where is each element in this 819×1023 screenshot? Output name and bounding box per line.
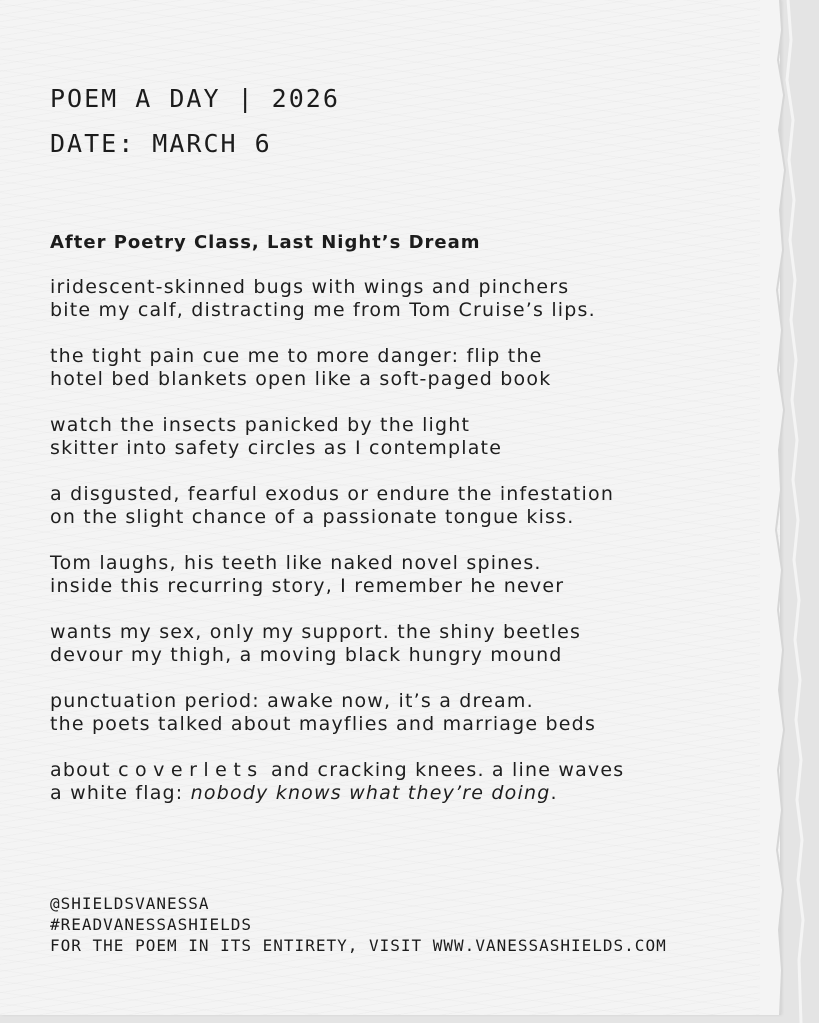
poem-line: bite my calf, distracting me from Tom Cruise’s lips. — [50, 299, 596, 321]
poem-line — [50, 759, 750, 782]
poem-line: a disgusted, fearful exodus or endure the infestation — [50, 483, 615, 505]
spaced-word: coverlets — [118, 759, 264, 781]
hashtag: #READVANESSASHIELDS — [50, 915, 253, 934]
poem-line: on the slight chance of a passionate tongue kiss. — [50, 506, 575, 528]
stanza — [50, 690, 750, 736]
stanza — [50, 345, 750, 391]
poem-line: watch the insects panicked by the light — [50, 414, 471, 436]
poem-title: After Poetry Class, Last Night’s Dream — [50, 232, 481, 253]
line-end-text: . — [550, 782, 558, 804]
footer — [50, 893, 667, 956]
stanza — [50, 414, 750, 460]
line-start-text: about — [50, 759, 111, 781]
poem-line: the tight pain cue me to more danger: flip the — [50, 345, 543, 367]
date-heading: DATE: MARCH 6 — [50, 129, 272, 158]
poem-line: punctuation period: awake now, it’s a dream. — [50, 690, 534, 712]
poem-line: skitter into safety circles as I contemplate — [50, 437, 503, 459]
stanza — [50, 483, 750, 529]
torn-paper-edge — [760, 0, 819, 1023]
poem-line: Tom laughs, his teeth like naked novel spines. — [50, 552, 542, 574]
poem-line: the poets talked about mayflies and marriage beds — [50, 713, 597, 735]
line-end-text: and cracking knees. a line waves — [270, 759, 625, 781]
final-stanza — [50, 759, 750, 805]
poem-line — [50, 782, 750, 805]
poem-body — [50, 276, 750, 828]
website-note: FOR THE POEM IN ITS ENTIRETY, VISIT WWW.VANESSASHIELDS.COM — [50, 936, 667, 955]
stanza — [50, 621, 750, 667]
poem-line: hotel bed blankets open like a soft-paged book — [50, 368, 552, 390]
line-start-text: a white flag: — [50, 782, 191, 804]
stanza — [50, 552, 750, 598]
social-handle: @SHIELDSVANESSA — [50, 894, 210, 913]
poem-line: inside this recurring story, I remember he never — [50, 575, 565, 597]
poem-line: wants my sex, only my support. the shiny beetles — [50, 621, 582, 643]
series-heading: POEM A DAY | 2026 — [50, 84, 340, 113]
stanza — [50, 276, 750, 322]
poem-line: devour my thigh, a moving black hungry mound — [50, 644, 563, 666]
italic-quote: nobody knows what they’re doing — [190, 782, 551, 804]
poem-line: iridescent-skinned bugs with wings and pinchers — [50, 276, 570, 298]
